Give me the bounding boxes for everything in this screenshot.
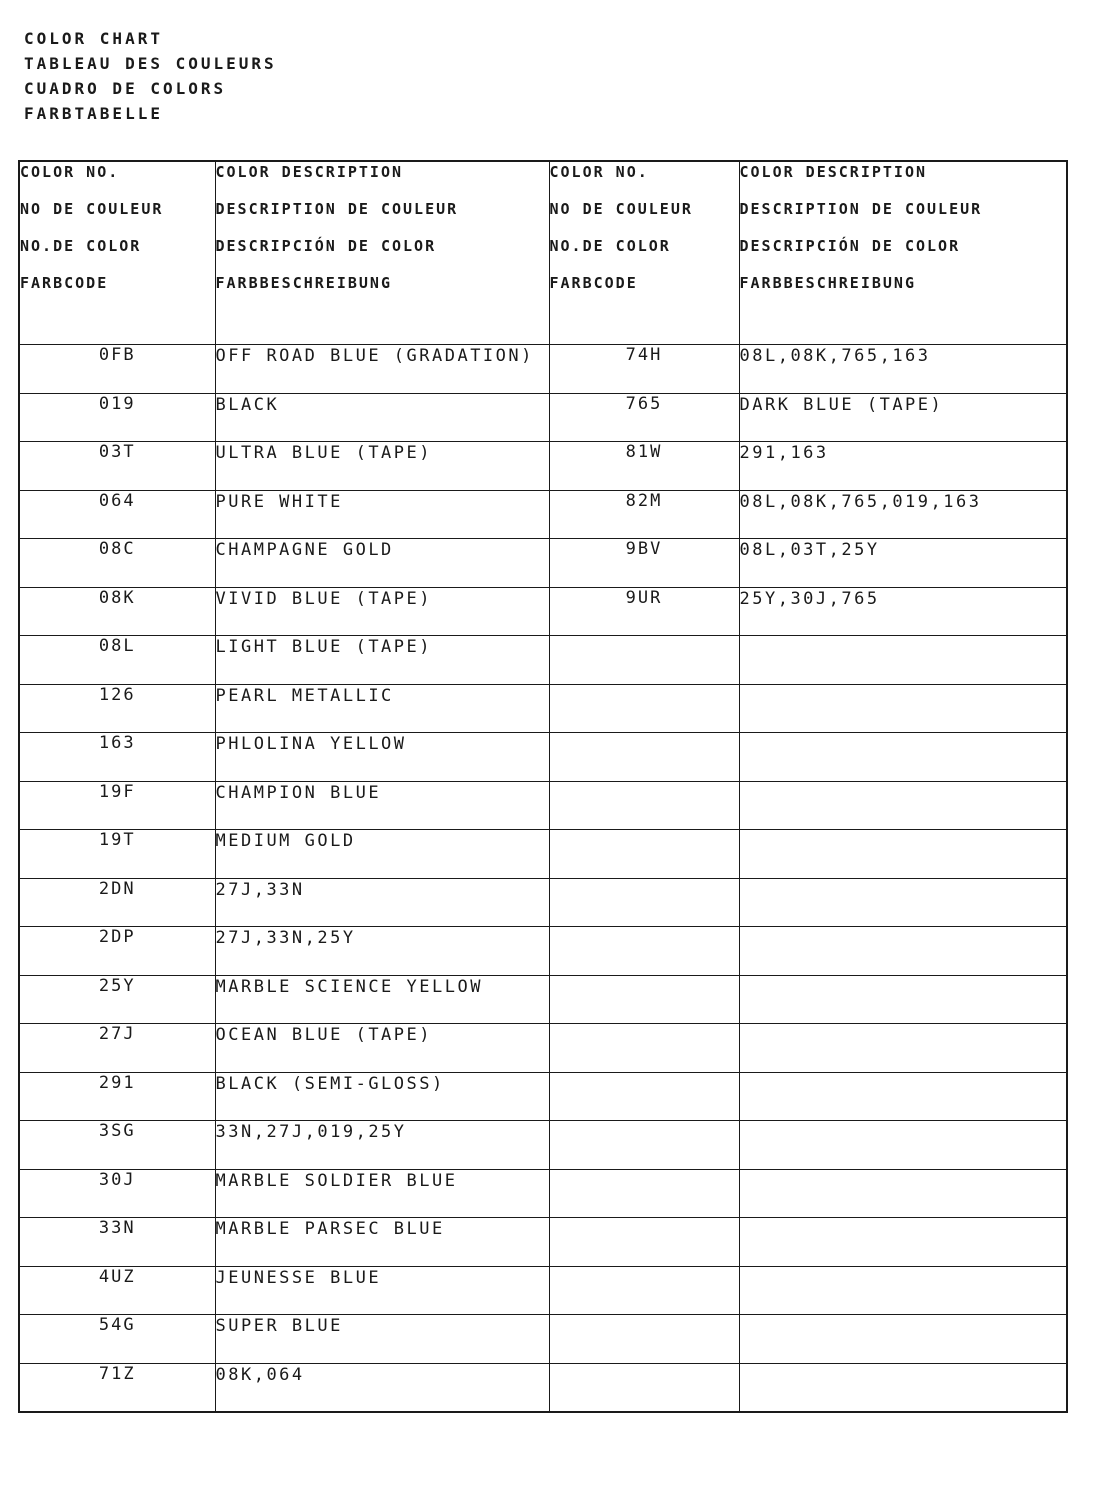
header-description-right: COLOR DESCRIPTION DESCRIPTION DE COULEUR DESCRIPCIÓN DE COLOR FARBBESCHREIBUNG [739,161,1067,345]
right-color-code [549,1024,739,1073]
right-color-code [549,1218,739,1267]
right-color-code [549,975,739,1024]
right-color-code [549,1363,739,1412]
table-row [19,830,1067,879]
table-row [19,1169,1067,1218]
left-color-description: MARBLE SCIENCE YELLOW [215,975,549,1024]
right-color-description: 08L,03T,25Y [739,539,1067,588]
table-row [19,1363,1067,1412]
right-color-description [739,1315,1067,1364]
left-color-code: 71Z [19,1363,215,1412]
left-color-description: PEARL METALLIC [215,684,549,733]
left-color-code: 08C [19,539,215,588]
right-color-description [739,636,1067,685]
table-row [19,636,1067,685]
right-color-description [739,733,1067,782]
right-color-code: 74H [549,345,739,394]
right-color-description [739,927,1067,976]
table-row [19,1121,1067,1170]
table-row [19,684,1067,733]
right-color-code [549,781,739,830]
left-color-description: LIGHT BLUE (TAPE) [215,636,549,685]
right-color-description: 08L,08K,765,163 [739,345,1067,394]
table-row [19,1024,1067,1073]
left-color-description: CHAMPAGNE GOLD [215,539,549,588]
left-color-code: 03T [19,442,215,491]
header-color-no-left: COLOR NO. NO DE COULEUR NO.DE COLOR FARBCODE [19,161,215,345]
header-row [19,161,1067,345]
title-french: TABLEAU DES COULEURS [24,54,277,73]
left-color-description: 27J,33N [215,878,549,927]
right-color-code: 9UR [549,587,739,636]
right-color-description [739,1024,1067,1073]
table-row [19,927,1067,976]
right-color-description [739,1266,1067,1315]
right-color-code [549,733,739,782]
left-color-code: 54G [19,1315,215,1364]
table-row [19,1315,1067,1364]
left-color-code: 064 [19,490,215,539]
right-color-description: 08L,08K,765,019,163 [739,490,1067,539]
left-color-code: 0FB [19,345,215,394]
left-color-code: 19F [19,781,215,830]
right-color-description [739,1169,1067,1218]
right-color-description [739,781,1067,830]
left-color-description: PURE WHITE [215,490,549,539]
right-color-description [739,1218,1067,1267]
table-row [19,975,1067,1024]
left-color-code: 126 [19,684,215,733]
chart-title-block [24,26,277,126]
right-color-code: 81W [549,442,739,491]
left-color-description: OCEAN BLUE (TAPE) [215,1024,549,1073]
table-row [19,1072,1067,1121]
left-color-code: 08L [19,636,215,685]
table-row [19,393,1067,442]
right-color-code: 9BV [549,539,739,588]
right-color-code [549,1266,739,1315]
header-color-no-right: COLOR NO. NO DE COULEUR NO.DE COLOR FARBCODE [549,161,739,345]
right-color-description: 291,163 [739,442,1067,491]
left-color-code: 163 [19,733,215,782]
left-color-description: 33N,27J,019,25Y [215,1121,549,1170]
left-color-description: ULTRA BLUE (TAPE) [215,442,549,491]
title-spanish: CUADRO DE COLORS [24,79,227,98]
left-color-description: CHAMPION BLUE [215,781,549,830]
left-color-description: BLACK (SEMI-GLOSS) [215,1072,549,1121]
right-color-code [549,684,739,733]
left-color-description: PHLOLINA YELLOW [215,733,549,782]
right-color-description [739,878,1067,927]
right-color-description [739,684,1067,733]
right-color-description [739,1072,1067,1121]
left-color-description: OFF ROAD BLUE (GRADATION) [215,345,549,394]
right-color-code [549,1315,739,1364]
right-color-description [739,1363,1067,1412]
table-row [19,1266,1067,1315]
left-color-code: 019 [19,393,215,442]
left-color-code: 33N [19,1218,215,1267]
left-color-description: VIVID BLUE (TAPE) [215,587,549,636]
left-color-description: MARBLE SOLDIER BLUE [215,1169,549,1218]
left-color-code: 30J [19,1169,215,1218]
right-color-code: 765 [549,393,739,442]
right-color-code [549,830,739,879]
table-row [19,490,1067,539]
right-color-description [739,1121,1067,1170]
table-row [19,539,1067,588]
left-color-description: MARBLE PARSEC BLUE [215,1218,549,1267]
left-color-code: 08K [19,587,215,636]
title-english: COLOR CHART [24,29,163,48]
right-color-code [549,1169,739,1218]
left-color-code: 4UZ [19,1266,215,1315]
left-color-code: 19T [19,830,215,879]
left-color-code: 25Y [19,975,215,1024]
right-color-code [549,1121,739,1170]
right-color-code [549,636,739,685]
color-chart-table [18,160,1068,1413]
right-color-description: DARK BLUE (TAPE) [739,393,1067,442]
table-row [19,587,1067,636]
right-color-code [549,878,739,927]
left-color-code: 3SG [19,1121,215,1170]
right-color-description: 25Y,30J,765 [739,587,1067,636]
chart-body [19,345,1067,1412]
table-row [19,733,1067,782]
right-color-code [549,1072,739,1121]
table-row [19,781,1067,830]
right-color-code [549,927,739,976]
left-color-code: 291 [19,1072,215,1121]
right-color-code: 82M [549,490,739,539]
left-color-description: BLACK [215,393,549,442]
header-description-left: COLOR DESCRIPTION DESCRIPTION DE COULEUR DESCRIPCIÓN DE COLOR FARBBESCHREIBUNG [215,161,549,345]
table-row [19,442,1067,491]
left-color-code: 2DP [19,927,215,976]
title-german: FARBTABELLE [24,104,163,123]
right-color-description [739,830,1067,879]
left-color-description: JEUNESSE BLUE [215,1266,549,1315]
right-color-description [739,975,1067,1024]
left-color-code: 2DN [19,878,215,927]
table-row [19,345,1067,394]
table-row [19,1218,1067,1267]
left-color-description: SUPER BLUE [215,1315,549,1364]
left-color-code: 27J [19,1024,215,1073]
left-color-description: 08K,064 [215,1363,549,1412]
table-row [19,878,1067,927]
left-color-description: MEDIUM GOLD [215,830,549,879]
left-color-description: 27J,33N,25Y [215,927,549,976]
